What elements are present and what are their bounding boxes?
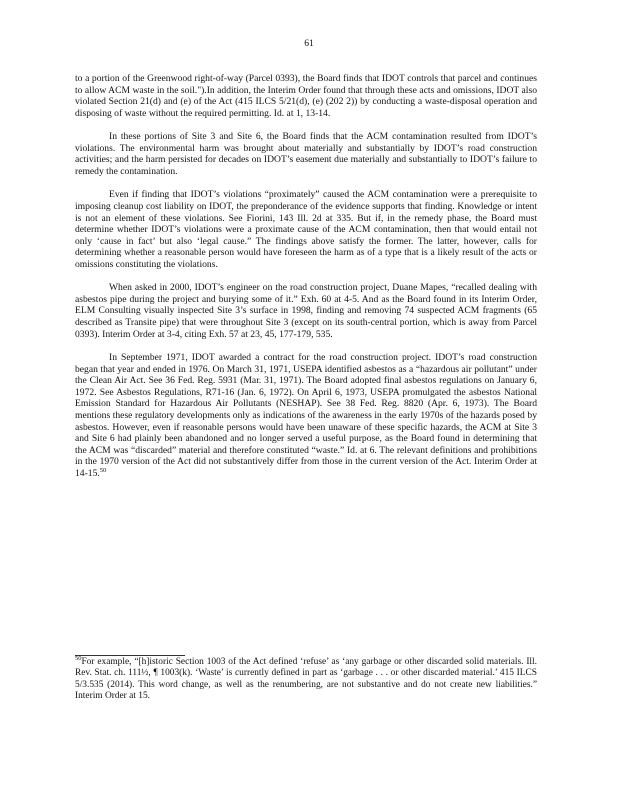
paragraph-continuation: to a portion of the Greenwood right-of-way (Parcel 0393), the Board finds that IDOT controls that parcel and continues to allow ACM waste in the soil.").In addition, the Interim Order found that through these acts and omissions, IDOT also violated Section 21(d) and (e) of the Act (415 ILCS 5/21(d), (e) (202 2)) by conducting a waste-disposal operation and disposing of waste without the required permitting. Id. at 1, 13-14.	[75, 73, 537, 119]
footnote-reference: 50	[99, 466, 107, 474]
footnote-marker: 50	[75, 654, 82, 662]
page-number: 61	[304, 38, 314, 49]
paragraph-regulatory-history	[75, 352, 537, 480]
paragraph-engineer-testimony: When asked in 2000, IDOT’s engineer on the road construction project, Duane Mapes, “recalled dealing with asbestos pipe during the project and burying some of it.” Exh. 60 at 4-5. And as the Board found in its Interim Order, ELM Consulting visually inspected Site 3’s surface in 1998, finding and removing 74 suspected ACM fragments (65 described as Transite pipe) that were throughout Site 3 (except on its south-central portion, which is away from Parcel 0393). Interim Order at 3-4, citing Exh. 57 at 23, 45, 177-179, 535.	[75, 282, 537, 340]
body-text	[75, 73, 537, 491]
paragraph-proximate-cause: Even if finding that IDOT’s violations “proximately” caused the ACM contamination were a prerequisite to imposing cleanup cost liability on IDOT, the preponderance of the evidence supports that finding. Knowledge or intent is not an element of these violations. See Fiorini, 143 Ill. 2d at 335. But if, in the remedy phase, the Board must determine whether IDOT’s violations were a proximate cause of the ACM contamination, then that would entail not only ‘cause in fact’ but also ‘legal cause.” The findings above satisfy the former. The latter, however, calls for determining whether a reasonable person would have foreseen the harm as of a type that is a likely result of the acts or omissions constituting the violations.	[75, 189, 537, 270]
footnote	[75, 654, 537, 703]
paragraph-contamination-finding: In these portions of Site 3 and Site 6, the Board finds that the ACM contamination resulted from IDOT’s violations. The environmental harm was brought about materially and substantially by IDOT’s road construction activities; and the harm persisted for decades on IDOT’s easement due materially and substantially to IDOT’s failure to remedy the contamination.	[75, 131, 537, 177]
footnote-divider	[75, 655, 185, 656]
paragraph-regulatory-history-text: In September 1971, IDOT awarded a contract for the road construction project. IDOT’s road construction began that year and ended in 1976. On March 31, 1971, USEPA identified asbestos as a “hazardous air pollutant” under the Clean Air Act. See 36 Fed. Reg. 5931 (Mar. 31, 1971). The Board adopted final asbestos regulations on January 6, 1972. See Asbestos Regulations, R71-16 (Jan. 6, 1972). On April 6, 1973, USEPA promulgated the asbestos National Emission Standard for Hazardous Air Pollutants (NESHAP). See 38 Fed. Reg. 8820 (Apr. 6, 1973). The Board mentions these regulatory developments only as indications of the awareness in the early 1970s of the hazards posed by asbestos. However, even if reasonable persons would have been unaware of these specific hazards, the ACM at Site 3 and Site 6 had plainly been abandoned and no longer served a useful purpose, as the Board found in determining that the ACM was “discarded” material and therefore constituted “waste.” Id. at 6. The relevant definitions and prohibitions in the 1970 version of the Act did not substantively differ from those in the current version of the Act. Interim Order at 14-15.	[75, 352, 537, 479]
footnote-text: For example, “[h]istoric Section 1003 of the Act defined ‘refuse’ as ‘any garbage or other discarded solid materials. Ill. Rev. Stat. ch. 111½, ¶ 1003(k). ‘Waste’ is currently defined in part as ‘garbage . . . or other discarded material.’ 415 ILCS 5/3.535 (2014). This word change, as well as the renumbering, are not substantive and do not create new liabilities.” Interim Order at 15.	[75, 657, 537, 702]
